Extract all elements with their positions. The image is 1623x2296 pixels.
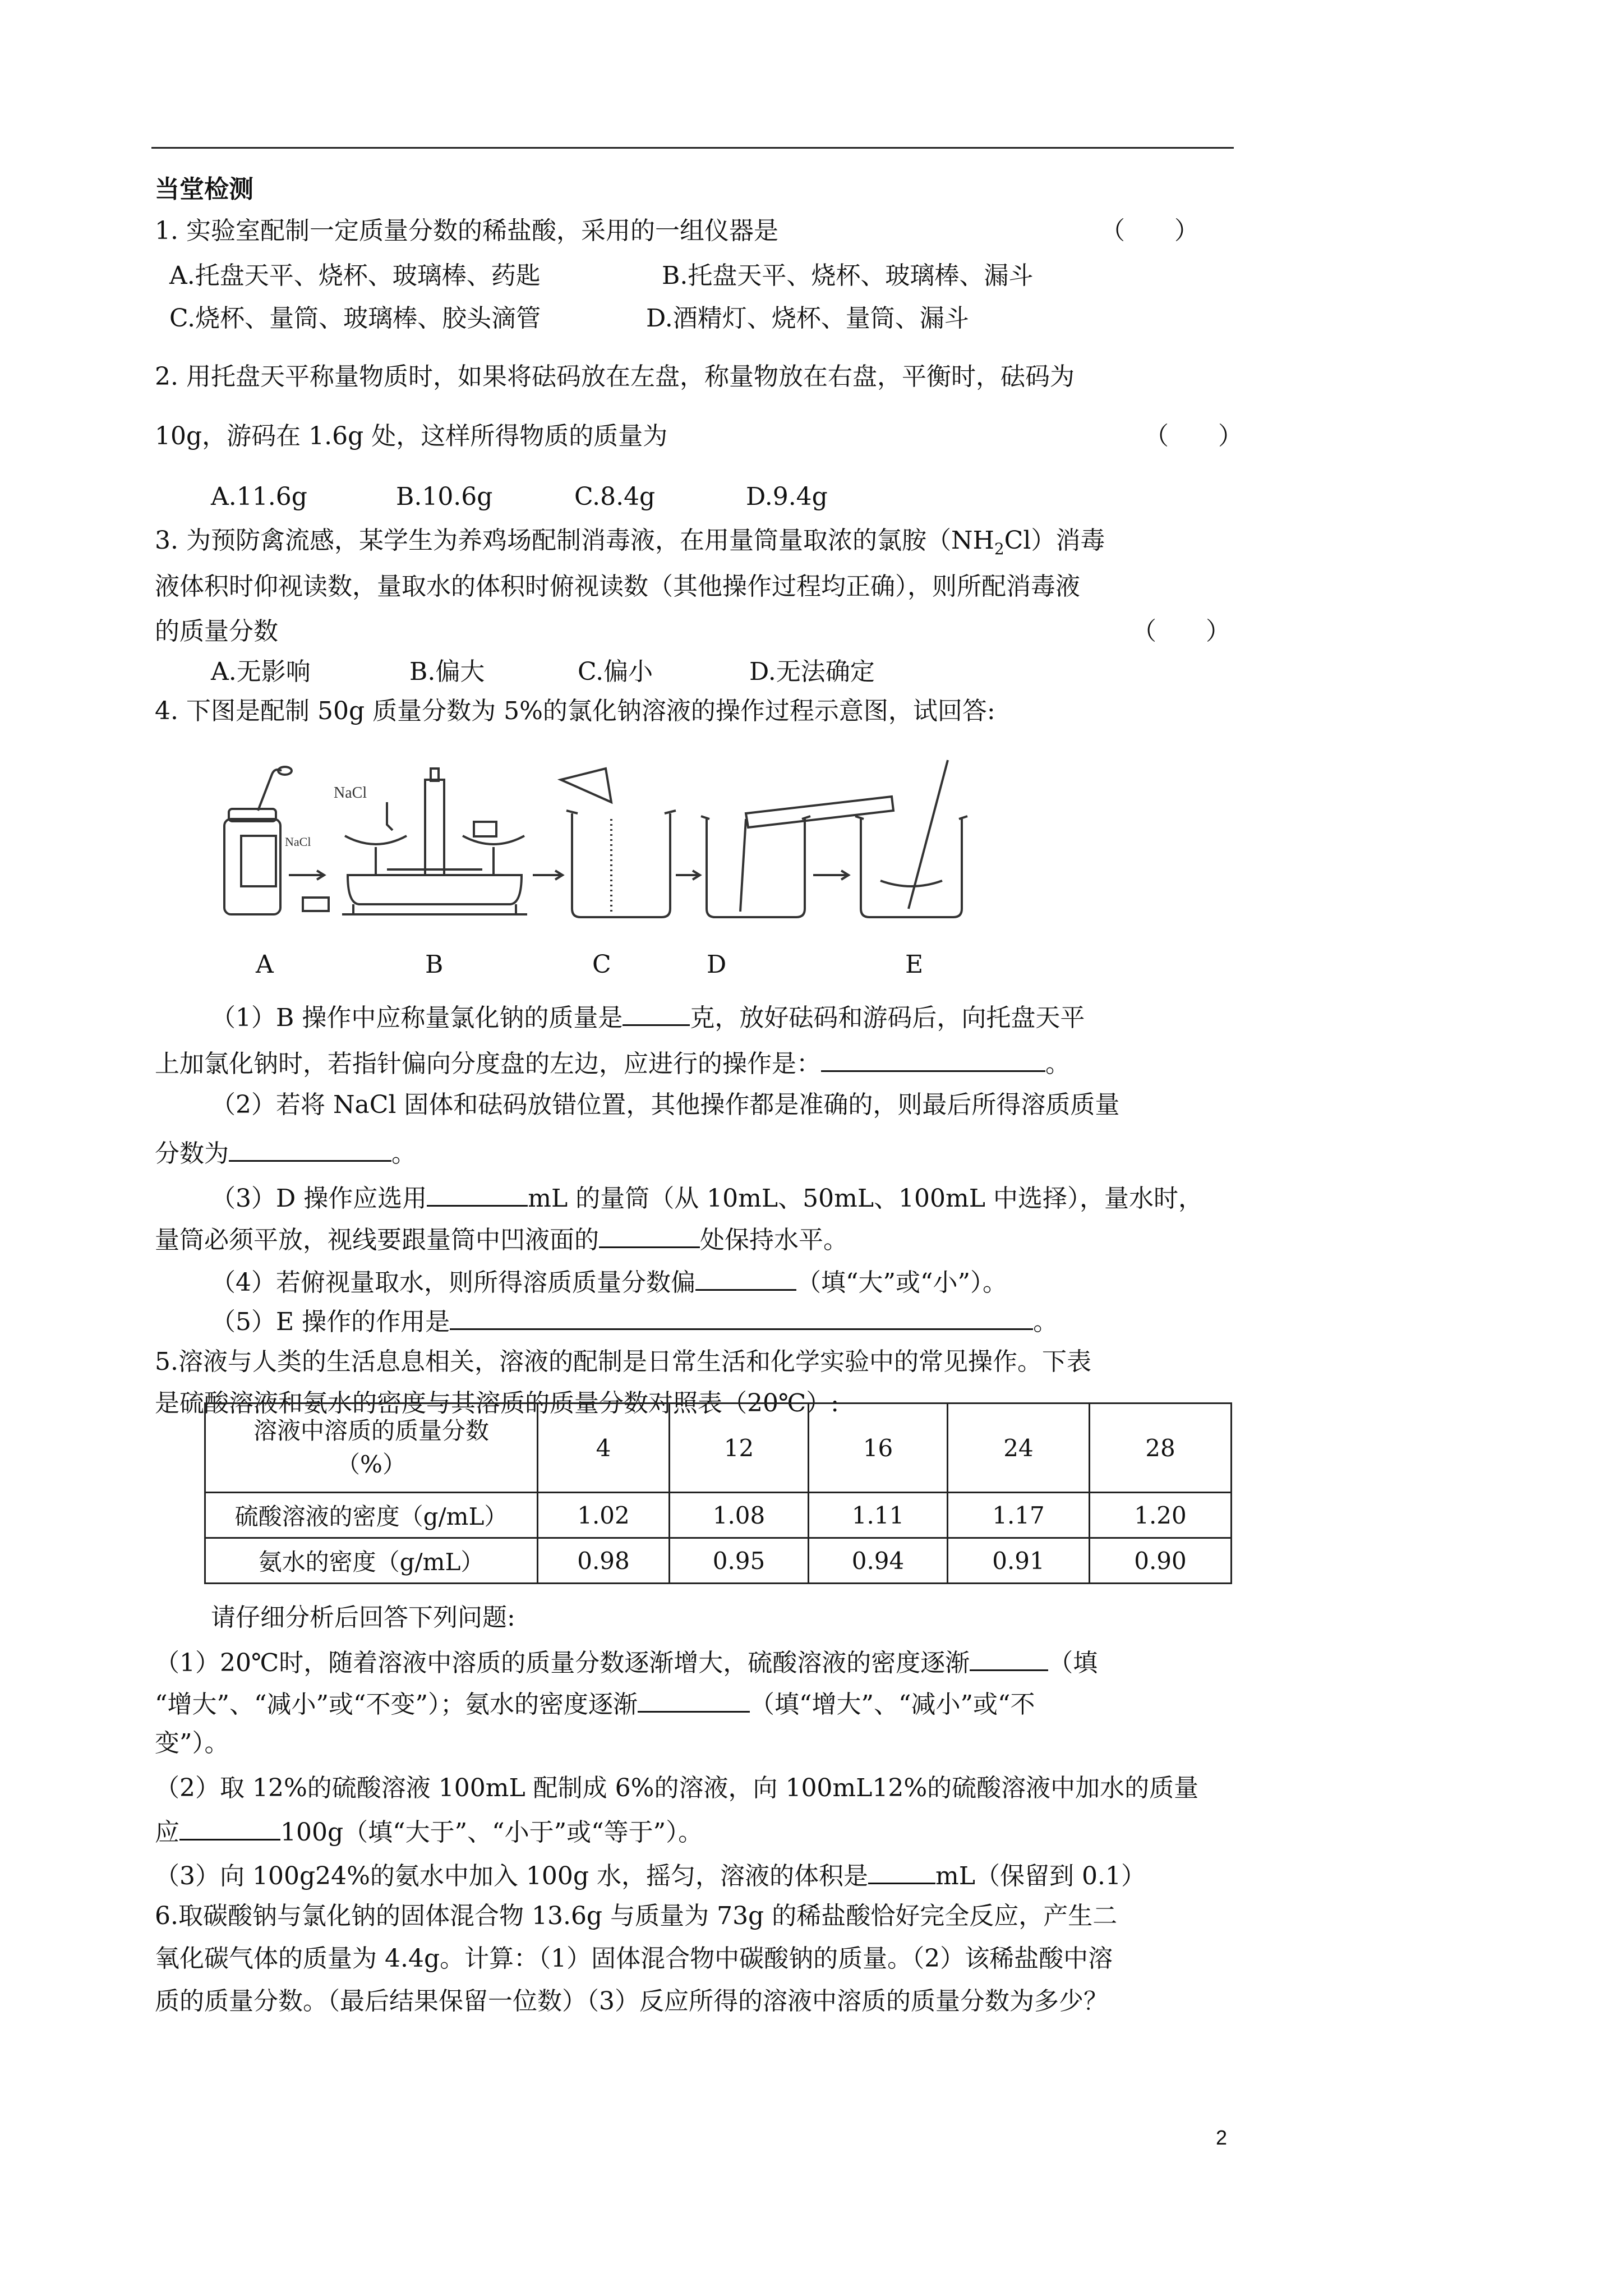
q2-option-b: B.10.6g — [396, 482, 493, 511]
q5-sub-1-line-2: “增大”、“减小”或“不变”）；氨水的密度逐渐 （填“增大”、“减小”或“不 — [155, 1686, 1035, 1720]
balance-icon — [342, 769, 527, 914]
q4-part-2-line-1: （2）若将 NaCl 固体和砝码放错位置，其他操作都是准确的，则最后所得溶质质量 — [211, 1091, 1120, 1119]
table-cell: 1.08 — [670, 1493, 809, 1538]
q4-part-3-line-2: 量筒必须平放，视线要跟量筒中凹液面的 处保持水平。 — [155, 1222, 848, 1256]
jar-label: NaCl — [285, 835, 311, 849]
q4-part-5: （5）E 操作的作用是 。 — [211, 1304, 1058, 1338]
q5-sub-2-line-2: 应 100g（填“大于”、“小于”或“等于”）。 — [155, 1814, 703, 1848]
q1-option-a: A.托盘天平、烧杯、玻璃棒、药匙 — [169, 261, 541, 290]
stirring-rod-icon — [855, 760, 967, 917]
q5-line-2: 是硫酸溶液和氨水的密度与其溶质的质量分数对照表（20℃）: — [155, 1389, 840, 1418]
top-rule — [151, 147, 1234, 149]
q5-prompt: 请仔细分析后回答下列问题: — [211, 1603, 515, 1632]
q3-answer-paren: （ ） — [1132, 617, 1230, 646]
table-header-row — [205, 1404, 1232, 1493]
q5-blank-1[interactable] — [970, 1645, 1048, 1671]
q5-blank-4[interactable] — [868, 1858, 935, 1884]
density-table — [204, 1402, 1232, 1584]
q1-option-c: C.烧杯、量筒、玻璃棒、胶头滴管 — [169, 304, 541, 333]
figure-label-a: A — [256, 950, 274, 979]
q3-option-d: D.无法确定 — [749, 657, 875, 686]
section-title: 当堂检测 — [155, 175, 253, 204]
q4-stem: 4. 下图是配制 50g 质量分数为 5%的氯化钠溶液的操作过程示意图，试回答: — [155, 697, 995, 725]
solution-preparation-diagram — [219, 757, 1032, 926]
q3-line-1: 3. 为预防禽流感，某学生为养鸡场配制消毒液，在用量筒量取浓的氯胺$(NH_2Cl)$消毒 — [155, 526, 1105, 558]
q5-blank-3[interactable] — [179, 1814, 280, 1841]
q5-sub-1-line-3: 变”）。 — [155, 1729, 229, 1757]
q3-line-2: 液体积时仰视读数，量取水的体积时俯视读数（其他操作过程均正确），则所配消毒液 — [155, 572, 1080, 601]
q5-sub-2-line-1: （2）取 12%的硫酸溶液 100mL 配制成 6%的溶液，向 100mL12%的硫酸溶液中加水的质量 — [155, 1774, 1199, 1802]
table-header-cell: 24 — [948, 1404, 1090, 1493]
q3-line-3: 的质量分数 — [155, 617, 278, 646]
q1-option-d: D.酒精灯、烧杯、量筒、漏斗 — [646, 304, 969, 333]
q6-line-2: 氧化碳气体的质量为 4.4g。计算：（1）固体混合物中碳酸钠的质量。（2）该稀盐酸中溶 — [155, 1944, 1113, 1973]
table-cell: 0.91 — [948, 1538, 1090, 1584]
table-row — [205, 1493, 1232, 1538]
figure-label-b: B — [425, 950, 444, 979]
q5-sub-1-line-1: （1）20℃时，随着溶液中溶质的质量分数逐渐增大，硫酸溶液的密度逐渐 （填 — [155, 1645, 1098, 1679]
q4-blank-3[interactable] — [229, 1135, 391, 1162]
table-cell: 1.20 — [1090, 1493, 1232, 1538]
table-cell: 0.90 — [1090, 1538, 1232, 1584]
table-cell: 0.95 — [670, 1538, 809, 1584]
table-cell: 0.98 — [538, 1538, 670, 1584]
reagent-jar-icon — [224, 767, 292, 914]
q6-line-3: 质的质量分数。（最后结果保留一位数）（3）反应所得的溶液中溶质的质量分数为多少？ — [155, 1987, 1108, 2016]
q4-part-1-line-2: 上加氯化钠时，若指针偏向分度盘的左边，应进行的操作是： 。 — [155, 1046, 1070, 1080]
table-row-label: 氨水的密度（g/mL） — [205, 1538, 538, 1584]
q4-part-3-line-1: （3）D 操作应选用 mL 的量筒（从 10mL、50mL、100mL 中选择），量水时， — [211, 1180, 1203, 1214]
q3-option-b: B.偏大 — [409, 657, 485, 686]
q3-option-a: A.无影响 — [211, 657, 311, 686]
table-header-cell: 12 — [670, 1404, 809, 1493]
q1-option-b: B.托盘天平、烧杯、玻璃棒、漏斗 — [662, 261, 1034, 290]
q2-line-1: 2. 用托盘天平称量物质时，如果将砝码放在左盘，称量物放在右盘，平衡时，砝码为 — [155, 362, 1075, 391]
q4-blank-2[interactable] — [821, 1046, 1045, 1072]
graduated-cylinder-icon — [701, 797, 893, 917]
q4-blank-6[interactable] — [695, 1264, 796, 1291]
table-header-label: 溶液中溶质的质量分数 （%） — [205, 1404, 538, 1493]
q5-line-1: 5.溶液与人类的生活息息相关，溶液的配制是日常生活和化学实验中的常见操作。下表 — [155, 1347, 1091, 1376]
nacl-label: NaCl — [334, 784, 367, 802]
q4-blank-4[interactable] — [427, 1180, 528, 1207]
q4-part-4: （4）若俯视量取水，则所得溶质质量分数偏 （填“大”或“小”）。 — [211, 1264, 1007, 1299]
table-cell: 0.94 — [809, 1538, 948, 1584]
figure-label-d: D — [707, 950, 727, 979]
table-header-cell: 28 — [1090, 1404, 1232, 1493]
q2-answer-paren: （ ） — [1144, 422, 1243, 450]
q4-part-1-line-1: （1）B 操作中应称量氯化钠的质量是 克，放好砝码和游码后，向托盘天平 — [211, 1000, 1085, 1034]
table-cell: 1.11 — [809, 1493, 948, 1538]
q4-blank-7[interactable] — [450, 1304, 1033, 1330]
q2-option-a: A.11.6g — [211, 482, 307, 511]
q4-part-2-line-2: 分数为 。 — [155, 1135, 416, 1170]
q4-blank-1[interactable] — [623, 1000, 690, 1026]
table-header-cell: 4 — [538, 1404, 670, 1493]
q1-answer-paren: （ ） — [1100, 217, 1199, 245]
q5-blank-2[interactable] — [638, 1686, 750, 1713]
q4-blank-5[interactable] — [599, 1222, 700, 1248]
q5-sub-3: （3）向 100g24%的氨水中加入 100g 水，摇匀，溶液的体积是 mL（保留到 0.1） — [155, 1858, 1146, 1892]
table-header-cell: 16 — [809, 1404, 948, 1493]
figure-label-e: E — [905, 950, 924, 979]
table-row-label: 硫酸溶液的密度（g/mL） — [205, 1493, 538, 1538]
q3-option-c: C.偏小 — [578, 657, 653, 686]
page-number: 2 — [1216, 2126, 1228, 2149]
beaker-icon — [561, 769, 676, 917]
q6-line-1: 6.取碳酸钠与氯化钠的固体混合物 13.6g 与质量为 73g 的稀盐酸恰好完全反应，产生二 — [155, 1902, 1118, 1930]
table-row — [205, 1538, 1232, 1584]
q2-line-2: 10g，游码在 1.6g 处，这样所得物质的质量为 — [155, 422, 668, 450]
q2-option-c: C.8.4g — [574, 482, 656, 511]
table-cell: 1.02 — [538, 1493, 670, 1538]
q1-stem: 1. 实验室配制一定质量分数的稀盐酸，采用的一组仪器是 — [155, 217, 778, 245]
table-cell: 1.17 — [948, 1493, 1090, 1538]
q2-option-d: D.9.4g — [746, 482, 828, 511]
figure-label-c: C — [592, 950, 611, 979]
